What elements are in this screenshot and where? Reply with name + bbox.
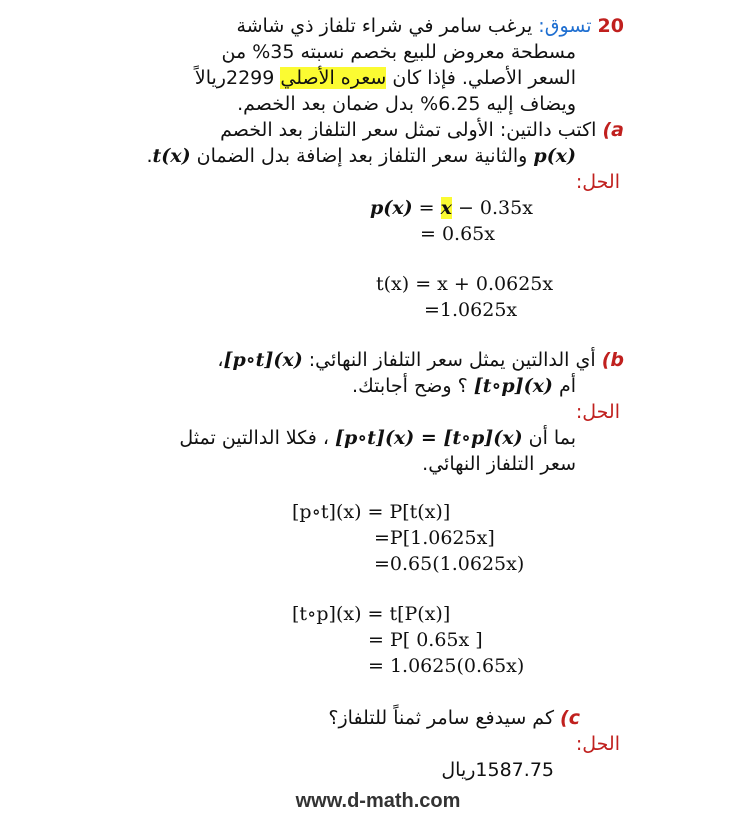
part-a-solution-label: الحل: (575, 171, 620, 193)
part-b-explain: ؟ وضح أجابتك. (352, 375, 468, 397)
eq-p-line-1 (370, 196, 533, 220)
problem-line-2: مسطحة معروض للبيع بخصم نسبته 35% من (221, 41, 576, 63)
part-b-solution-label: الحل: (575, 401, 620, 423)
comp-pt-line-1: [p∘t](x) = P[t(x)] (292, 501, 451, 523)
part-c-solution-label: الحل: (575, 733, 620, 755)
part-a-line-2: p(x) والثانية سعر التلفاز بعد إضافة بدل الضمان t(x). (146, 145, 576, 167)
problem-number: 20 (597, 15, 624, 37)
part-a-func-p: p(x) (533, 145, 576, 167)
eq-p-line-2: = 0.65x (420, 223, 495, 245)
part-b-func-tp: [t∘p](x) (473, 375, 553, 397)
problem-line-1 (236, 14, 624, 38)
site-footer: www.d-math.com (295, 790, 461, 812)
highlighted-original-price: سعره الأصلي (280, 67, 387, 89)
part-a-func-t: t(x) (152, 145, 191, 167)
part-b-line-1: b) أي الدالتين يمثل سعر التلفاز النهائي: [p∘t](x)، (217, 349, 624, 371)
eq-p-rest: − 0.35x (451, 197, 533, 219)
part-b-solution-line-1 (179, 426, 576, 450)
comp-tp-line-2: = P[ 0.65x ] (368, 629, 483, 651)
part-a-text-1: اكتب دالتين: الأولى تمثل سعر التلفاز بعد الخصم (220, 119, 597, 141)
problem-intro: يرغب سامر في شراء تلفاز ذي شاشة (236, 15, 533, 37)
part-a-text-2: والثانية سعر التلفاز بعد إضافة بدل الضمان (196, 145, 528, 167)
comp-tp-line-3: = 1.0625(0.65x) (368, 655, 525, 677)
problem-line-3-start: السعر الأصلي. فإذا كان (392, 67, 576, 89)
part-a-line-1 (220, 118, 624, 142)
part-c-question: كم سيدفع سامر ثمناً للتلفاز؟ (328, 707, 554, 729)
part-b-letter: b) (601, 349, 624, 371)
part-b-solution-line-2: سعر التلفاز النهائي. (422, 453, 576, 475)
part-c-letter: c) (560, 707, 580, 729)
eq-p-lhs: p(x) (370, 197, 413, 219)
eq-t-line-2: =1.0625x (424, 299, 518, 321)
problem-topic: تسوق: (538, 15, 592, 37)
comp-tp-line-1: [t∘p](x) = t[P(x)] (292, 603, 451, 625)
problem-line-4: ويضاف إليه 6.25% بدل ضمان بعد الخصم. (237, 93, 576, 115)
problem-line-3-end: 2299ريالاً (194, 67, 275, 89)
part-a-letter: a) (602, 119, 624, 141)
part-b-text-1: أي الدالتين يمثل سعر التلفاز النهائي: (308, 349, 596, 371)
part-b-or: أم (558, 375, 576, 397)
eq-p-highlighted-x: x (440, 197, 452, 219)
part-b-func-pt: [p∘t](x) (223, 349, 303, 371)
comp-pt-line-3: =0.65(1.0625x) (374, 553, 525, 575)
part-b-equality: [p∘t](x) = [t∘p](x) (335, 427, 523, 449)
part-b-since: بما أن (528, 427, 576, 449)
part-b-line-2 (352, 374, 576, 398)
eq-p-equals: = (412, 197, 441, 219)
part-c-line (328, 706, 580, 730)
part-c-answer: 1587.75ريال (441, 759, 554, 781)
problem-line-3 (195, 66, 576, 90)
comp-pt-line-2: =P[1.0625x] (374, 527, 495, 549)
part-b-conclusion: ، فكلا الدالتين تمثل (179, 427, 329, 449)
eq-t-line-1: t(x) = x + 0.0625x (376, 273, 554, 295)
